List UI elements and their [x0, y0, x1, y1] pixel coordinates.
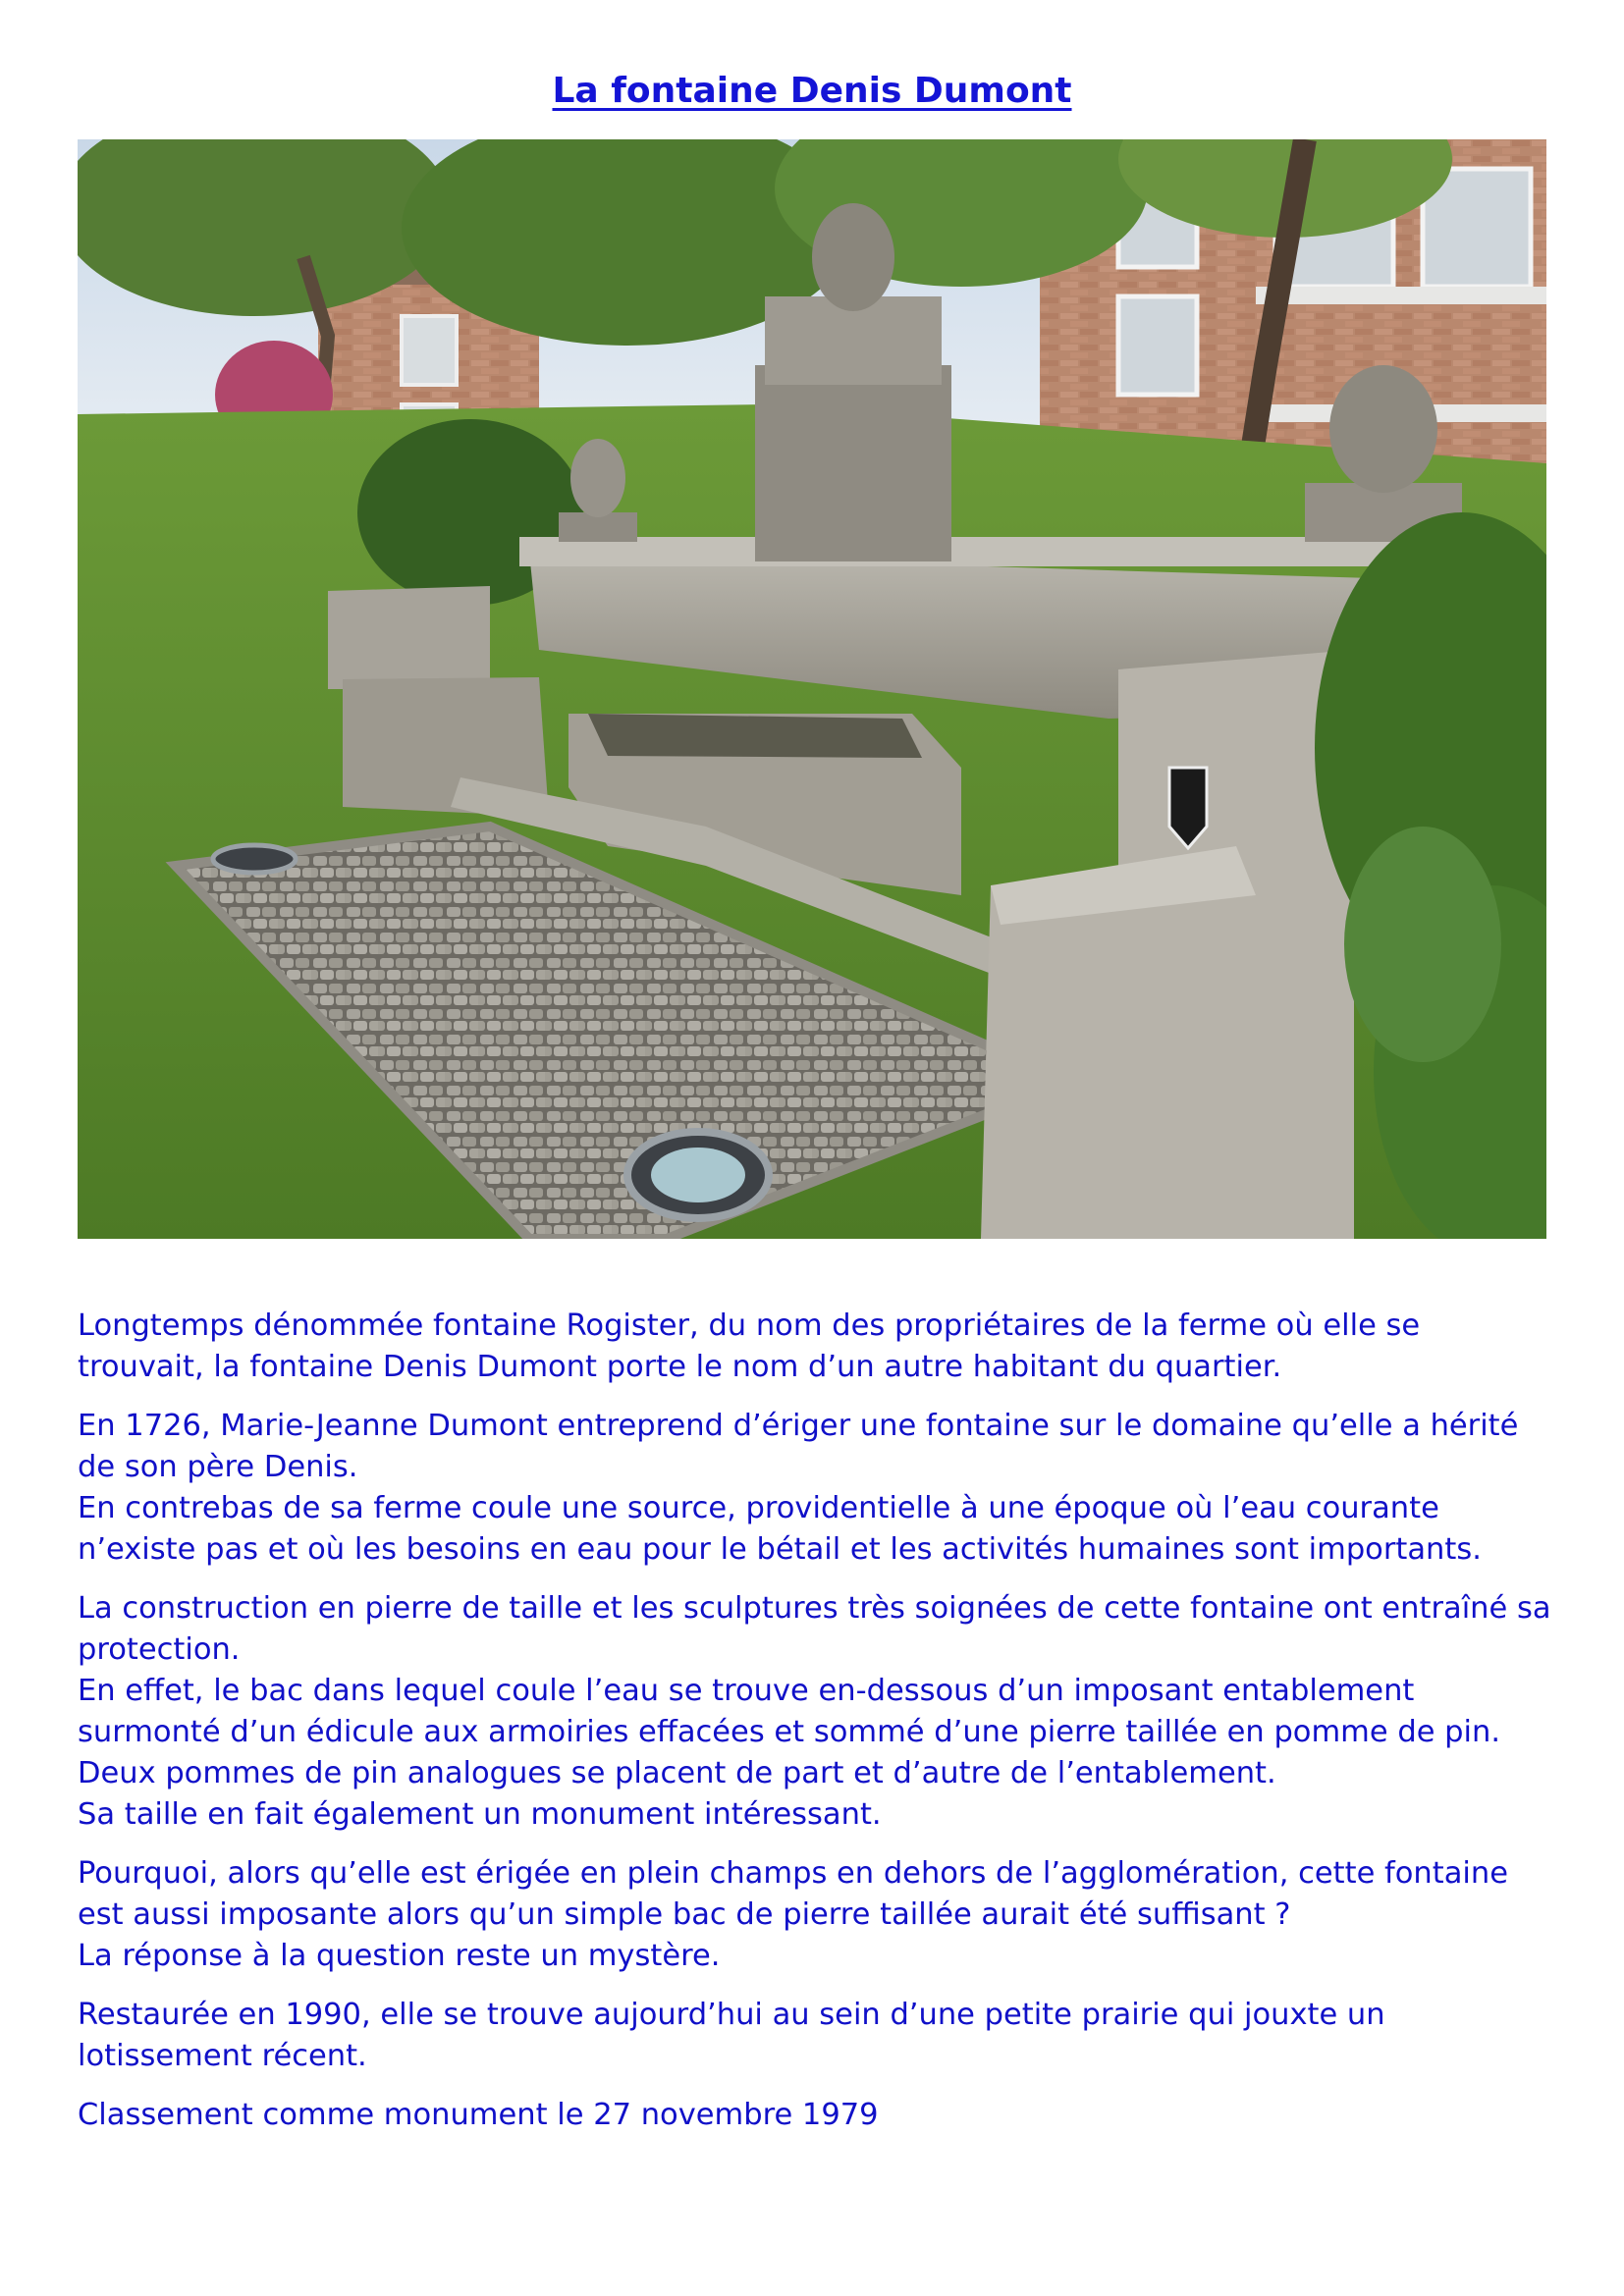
paragraph-line: La construction en pierre de taille et les sculptures très soignées de cette fontaine ont entraîné sa protection. [78, 1591, 1551, 1667]
paragraph-line: En contrebas de sa ferme coule une source, providentielle à une époque où l’eau courante n’existe pas et où les besoins en eau pour le bétail et les activités humaines sont importants. [78, 1491, 1482, 1567]
paragraph [78, 2095, 1555, 2136]
paragraph [78, 1306, 1555, 1388]
paragraph [78, 1406, 1555, 1571]
paragraph-line: En effet, le bac dans lequel coule l’eau se trouve en-dessous d’un imposant entablement surmonté d’un édicule aux armoiries effacées et sommé d’une pierre taillée en pomme de pin. [78, 1674, 1501, 1749]
paragraph-line: Deux pommes de pin analogues se placent de part et d’autre de l’entablement. [78, 1756, 1276, 1790]
page-title: La fontaine Denis Dumont [552, 71, 1072, 111]
body-text [78, 1306, 1555, 2154]
fountain-photo [78, 139, 1546, 1239]
paragraph [78, 1853, 1555, 1977]
paragraph-line: En 1726, Marie-Jeanne Dumont entreprend d’ériger une fontaine sur le domaine qu’elle a hérité de son père Denis. [78, 1409, 1519, 1484]
paragraph-line: Pourquoi, alors qu’elle est érigée en plein champs en dehors de l’agglomération, cette fontaine est aussi imposante alors qu’un simple bac de pierre taillée aurait été suffisant ? [78, 1856, 1508, 1932]
fountain-illustration [78, 139, 1546, 1239]
paragraph [78, 1995, 1555, 2077]
paragraph-line: Longtemps dénommée fontaine Rogister, du nom des propriétaires de la ferme où elle se trouvait, la fontaine Denis Dumont porte le nom d’un autre habitant du quartier. [78, 1308, 1421, 1384]
paragraph-line: Sa taille en fait également un monument intéressant. [78, 1797, 882, 1832]
paragraph-line: La réponse à la question reste un mystère. [78, 1939, 721, 1973]
paragraph-line: Restaurée en 1990, elle se trouve aujourd’hui au sein d’une petite prairie qui jouxte un lotissement récent. [78, 1998, 1385, 2073]
paragraph [78, 1588, 1555, 1836]
paragraph-line: Classement comme monument le 27 novembre 1979 [78, 2098, 879, 2132]
